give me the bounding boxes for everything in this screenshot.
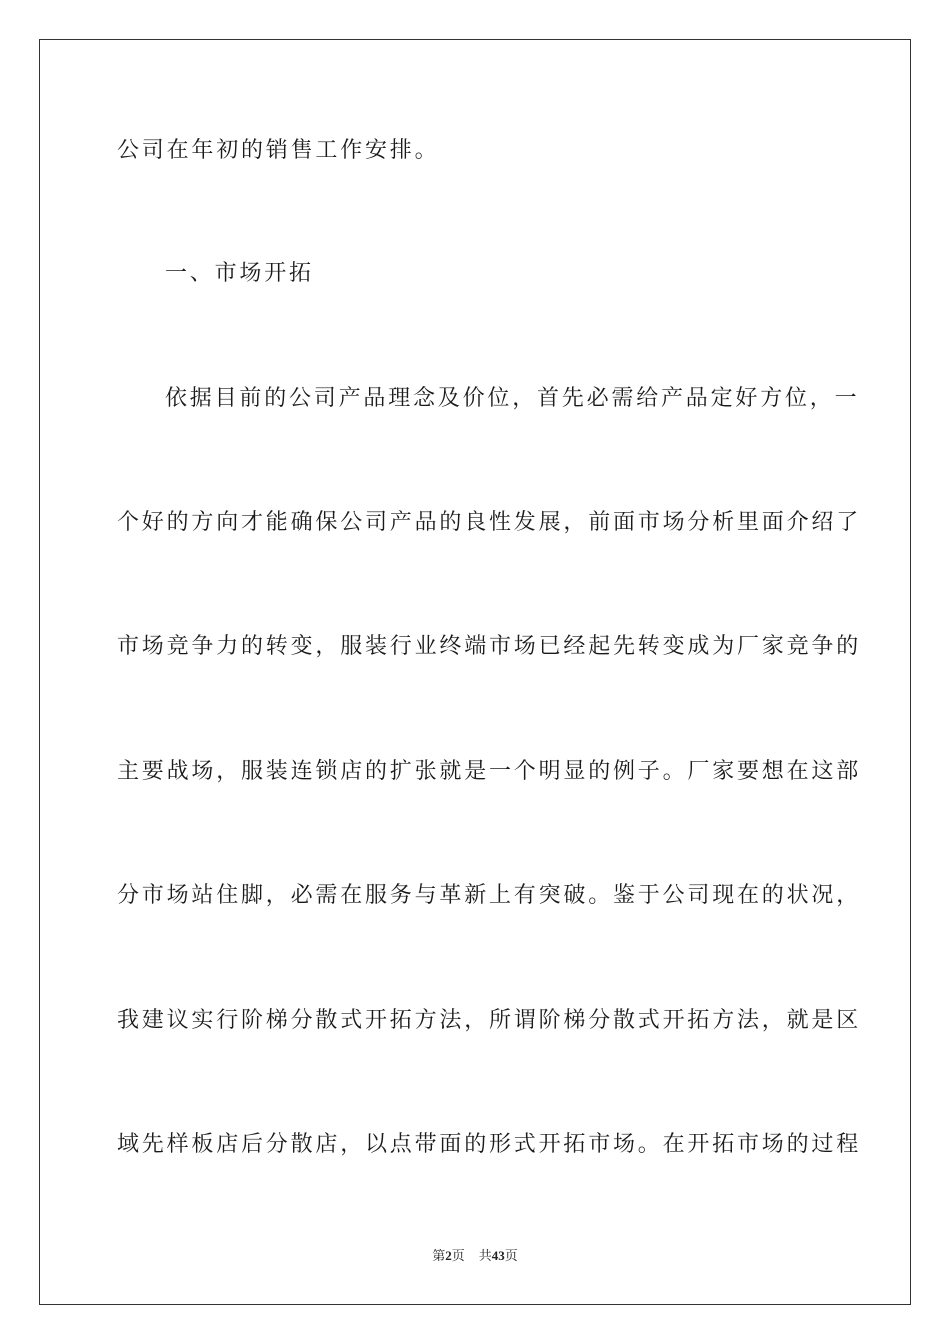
paragraph-line-2: 依据目前的公司产品理念及价位，首先必需给产品定好方位，一 <box>165 386 860 411</box>
footer-page-prefix: 第 <box>432 1248 446 1263</box>
page-footer <box>0 1247 950 1265</box>
paragraph-line-5: 主要战场，服装连锁店的扩张就是一个明显的例子。厂家要想在这部 <box>117 759 862 784</box>
paragraph-line-1: 公司在年初的销售工作安排。 <box>117 138 440 163</box>
paragraph-line-4: 市场竞争力的转变，服装行业终端市场已经起先转变成为厂家竞争的 <box>117 634 862 659</box>
paragraph-line-6: 分市场站住脚，必需在服务与革新上有突破。鉴于公司现在的状况， <box>117 883 862 908</box>
section-heading-market-expansion: 一、市场开拓 <box>165 261 314 286</box>
page-frame <box>39 39 911 1305</box>
paragraph-line-3: 个好的方向才能确保公司产品的良性发展，前面市场分析里面介绍了 <box>117 510 862 535</box>
footer-total-prefix: 共 <box>478 1248 492 1263</box>
footer-total-pages: 43 <box>491 1248 505 1263</box>
footer-page-number: 2 <box>445 1248 452 1263</box>
paragraph-line-7: 我建议实行阶梯分散式开拓方法，所谓阶梯分散式开拓方法，就是区 <box>117 1008 862 1033</box>
paragraph-line-8: 域先样板店后分散店，以点带面的形式开拓市场。在开拓市场的过程 <box>117 1132 862 1157</box>
footer-page-suffix: 页 <box>451 1248 465 1263</box>
footer-total-suffix: 页 <box>504 1248 518 1263</box>
